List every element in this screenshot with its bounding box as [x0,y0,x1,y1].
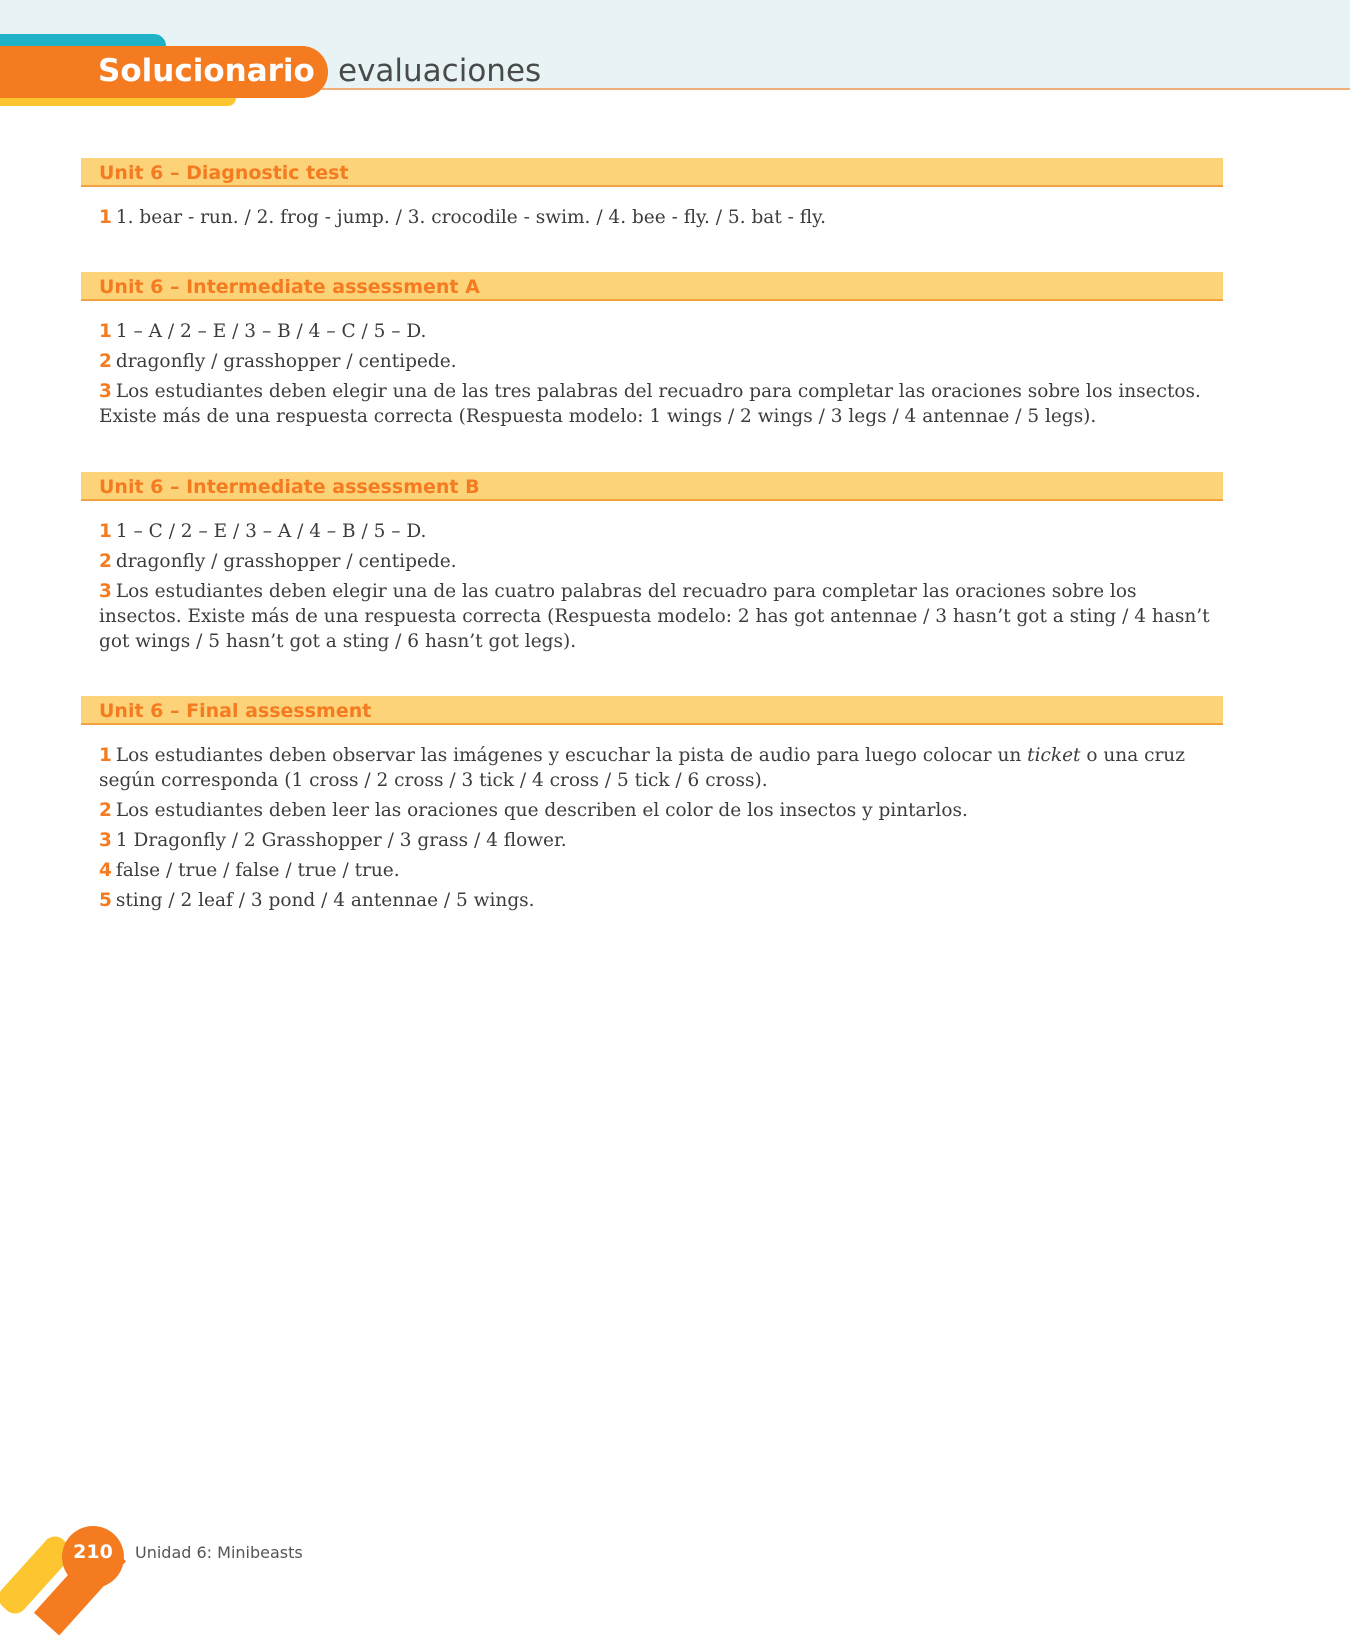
answer-item [99,549,1223,574]
answer-text: 1 Dragonfly / 2 Grasshopper / 3 grass / 4 flower. [115,830,567,851]
answer-item [99,379,1223,429]
answer-number: 1 [99,207,112,228]
answer-number: 3 [99,581,112,602]
answer-number: 1 [99,521,112,542]
answer-text: Los estudiantes deben observar las imágenes y escuchar la pista de audio para luego colocar un [115,745,1028,766]
answer-item [99,858,1223,883]
answer-list [81,301,1223,429]
answer-item [99,798,1223,823]
answer-list [81,501,1223,654]
answer-text: dragonfly / grasshopper / centipede. [115,351,457,372]
answer-text: 1 – C / 2 – E / 3 – A / 4 – B / 5 – D. [115,521,427,542]
answer-text: dragonfly / grasshopper / centipede. [115,551,457,572]
section-heading: Unit 6 – Final assessment [81,696,1223,725]
answer-text-italic: ticket [1027,745,1081,766]
section-heading: Unit 6 – Intermediate assessment A [81,272,1223,301]
answer-list [81,725,1223,913]
page-number: 210 [73,1541,113,1563]
answer-list [81,187,1223,230]
page-subtitle: evaluaciones [338,53,542,89]
page-title: Solucionario [98,53,315,89]
answer-number: 3 [99,830,112,851]
answer-number: 3 [99,381,112,402]
footer-unit-label: Unidad 6: Minibeasts [135,1543,303,1562]
answer-number: 1 [99,321,112,342]
section-intermediate-a [81,272,1223,434]
section-final-assessment [81,696,1223,918]
section-heading: Unit 6 – Diagnostic test [81,158,1223,187]
answer-item [99,579,1223,654]
section-heading: Unit 6 – Intermediate assessment B [81,472,1223,501]
answer-number: 2 [99,551,112,572]
answer-item [99,888,1223,913]
section-intermediate-b [81,472,1223,659]
answer-number: 1 [99,745,112,766]
answer-text: Los estudiantes deben leer las oraciones que describen el color de los insectos y pintarlos. [115,800,968,821]
answer-number: 4 [99,860,112,881]
answer-text: 1. bear - run. / 2. frog - jump. / 3. crocodile - swim. / 4. bee - fly. / 5. bat - fly. [115,207,826,228]
answer-text: o una cruz según corresponda (1 cross / 2 cross / 3 tick / 4 cross / 5 tick / 6 cross). [99,745,1185,791]
answer-item [99,319,1223,344]
answer-item [99,349,1223,374]
answer-text: false / true / false / true / true. [115,860,400,881]
answer-item [99,205,1223,230]
answer-text: Los estudiantes deben elegir una de las tres palabras del recuadro para completar las oraciones sobre los insectos. Existe más de una respuesta correcta (Respuesta modelo: 1 wings / 2 wings / 3 legs / 4 antennae / 5 legs). [99,381,1201,427]
answer-text: Los estudiantes deben elegir una de las cuatro palabras del recuadro para completar las oraciones sobre los insectos. Existe más de una respuesta correcta (Respuesta modelo: 2 has got antennae / 3 hasn’t got a sting / 4 hasn’t got wings / 5 hasn’t got a sting / 6 hasn’t got legs). [99,581,1210,652]
answer-number: 2 [99,351,112,372]
answer-item [99,519,1223,544]
answer-item [99,743,1223,793]
answer-text: 1 – A / 2 – E / 3 – B / 4 – C / 5 – D. [115,321,427,342]
answer-number: 2 [99,800,112,821]
answer-number: 5 [99,890,112,911]
section-diagnostic-test [81,158,1223,235]
answer-text: sting / 2 leaf / 3 pond / 4 antennae / 5 wings. [115,890,535,911]
answer-item [99,828,1223,853]
